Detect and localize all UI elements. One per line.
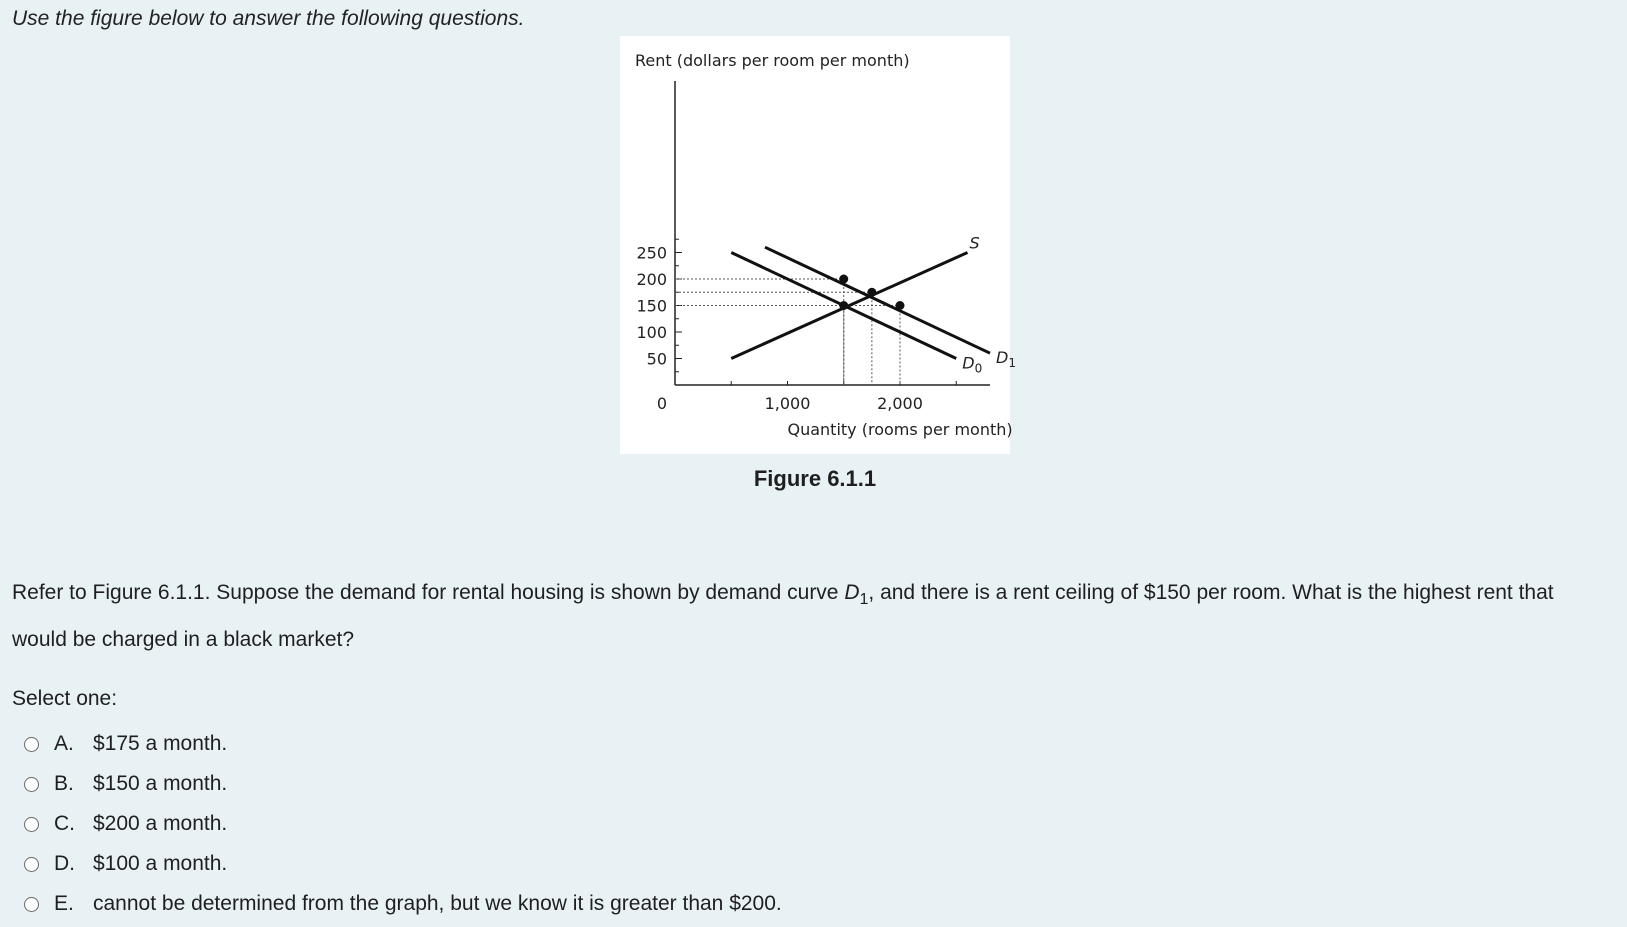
data-point (839, 301, 848, 310)
radio-button-icon[interactable] (24, 817, 39, 832)
data-point (896, 301, 905, 310)
option-d[interactable] (24, 844, 782, 884)
option-text: cannot be determined from the graph, but we know it is greater than $200. (93, 892, 782, 915)
question-text-before: Refer to Figure 6.1.1. Suppose the demand for rental housing is shown by demand curve (12, 581, 845, 604)
option-letter: A. (54, 732, 74, 755)
y-tick-label: 150 (636, 296, 667, 316)
option-text: $150 a month. (93, 772, 228, 795)
option-letter: D. (54, 852, 75, 875)
instructions-text: Use the figure below to answer the following questions. (12, 7, 525, 30)
y-tick-label: 50 (646, 349, 667, 369)
option-text: $200 a month. (93, 812, 228, 835)
option-c[interactable] (24, 804, 782, 844)
x-tick-label: 2,000 (877, 394, 923, 413)
y-tick-label: 250 (636, 243, 667, 263)
y-axis-label: Rent (dollars per room per month) (635, 51, 910, 70)
question-text (12, 573, 1612, 660)
curve-d1 (765, 247, 990, 353)
curve-label-d1: $D_1$ (996, 348, 1016, 371)
answer-options (24, 724, 782, 924)
question-demand-var: $D_1$ (844, 581, 869, 609)
option-letter: C. (54, 812, 75, 835)
radio-button-icon[interactable] (24, 777, 39, 792)
figure-panel (620, 36, 1016, 454)
figure-caption: Figure 6.1.1 (753, 466, 877, 491)
radio-button-icon[interactable] (24, 897, 39, 912)
data-point (839, 275, 848, 284)
option-text: $100 a month. (93, 852, 228, 875)
option-e[interactable] (24, 884, 782, 924)
option-b[interactable] (24, 764, 782, 804)
supply-demand-chart (620, 36, 1016, 454)
question-text-after: , and there is a rent ceiling of $150 per room. What is the highest rent that would be charged in a black market? (12, 581, 1554, 652)
y-tick-label: 200 (636, 270, 667, 289)
x-axis-label: Quantity (rooms per month) (787, 420, 1013, 439)
radio-button-icon[interactable] (24, 737, 39, 752)
radio-button-icon[interactable] (24, 857, 39, 872)
select-one-label: Select one: (12, 687, 118, 710)
curve-label-d0: $D_0$ (962, 353, 983, 376)
data-point (867, 288, 876, 297)
option-letter: E. (54, 892, 74, 915)
y-tick-label: 100 (636, 323, 667, 342)
x-tick-label: 1,000 (764, 394, 811, 413)
y-tick-label: 0 (656, 394, 668, 413)
curve-label-s: S (969, 233, 980, 253)
option-text: $175 a month. (93, 732, 228, 755)
option-letter: B. (54, 772, 74, 795)
option-a[interactable] (24, 724, 782, 764)
